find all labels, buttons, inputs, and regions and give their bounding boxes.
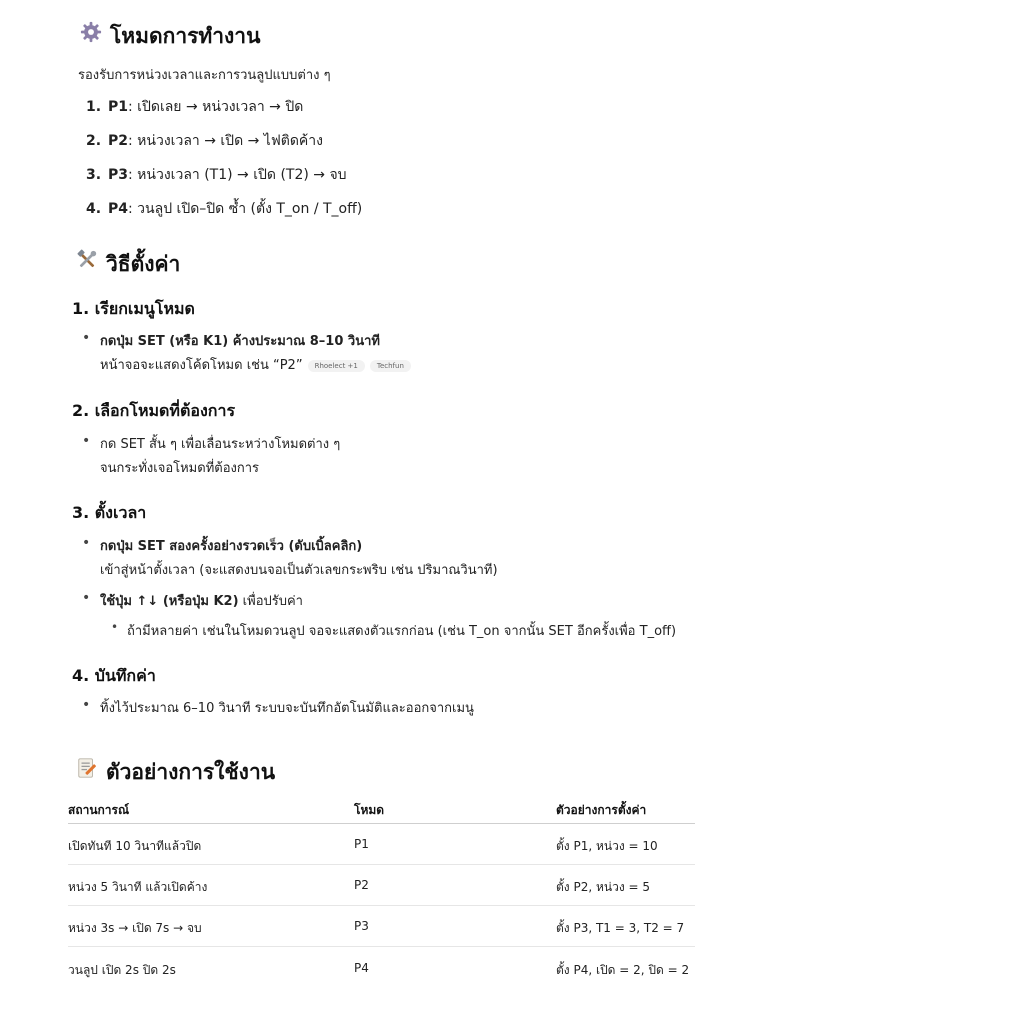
table-cell: หน่วง 5 วินาที แล้วเปิดค้าง bbox=[68, 880, 208, 894]
table-header-scenario: สถานการณ์ bbox=[68, 803, 130, 817]
step2-bullet: • กด SET สั้น ๆ เพื่อเลื่อนระหว่างโหมดต่าง ๆ bbox=[100, 433, 340, 454]
table-divider bbox=[68, 864, 695, 865]
examples-title: ตัวอย่างการใช้งาน bbox=[106, 760, 276, 784]
table-cell: ตั้ง P1, หน่วง = 10 bbox=[556, 839, 658, 853]
table-cell: P3 bbox=[354, 919, 369, 933]
memo-icon bbox=[74, 757, 100, 784]
mode-item-p2: 2. P2: หน่วงเวลา → เปิด → ไฟติดค้าง bbox=[86, 133, 323, 149]
citation-chip[interactable]: Techfun bbox=[370, 360, 411, 372]
table-header-mode: โหมด bbox=[354, 803, 385, 817]
mode-item-p4: 4. P4: วนลูป เปิด–ปิด ซ้ำ (ตั้ง T_on / T_off) bbox=[86, 201, 363, 217]
modes-intro: รองรับการหน่วงเวลาและการวนลูปแบบต่าง ๆ bbox=[78, 68, 331, 83]
step3-title: 3. ตั้งเวลา bbox=[72, 503, 147, 522]
setup-heading bbox=[74, 248, 180, 281]
table-cell: วนลูป เปิด 2s ปิด 2s bbox=[68, 963, 176, 977]
table-divider bbox=[68, 823, 695, 824]
step1-detail: หน้าจอจะแสดงโค้ดโหมด เช่น “P2” Rhoelect +1 Techfun bbox=[100, 354, 411, 375]
examples-heading bbox=[74, 756, 275, 789]
step3-bullet-1: • กดปุ่ม SET สองครั้งอย่างรวดเร็ว (ดับเบิ้ลคลิก) bbox=[100, 535, 362, 556]
step4-bullet: • ทิ้งไว้ประมาณ 6–10 วินาที ระบบจะบันทึกอัตโนมัติและออกจากเมนู bbox=[100, 697, 474, 718]
modes-title: โหมดการทำงาน bbox=[110, 24, 261, 48]
table-divider bbox=[68, 905, 695, 906]
step2-title: 2. เลือกโหมดที่ต้องการ bbox=[72, 401, 236, 420]
table-cell: เปิดทันที 10 วินาทีแล้วปิด bbox=[68, 839, 202, 853]
setup-title: วิธีตั้งค่า bbox=[106, 252, 181, 276]
mode-item-p1: 1. P1: เปิดเลย → หน่วงเวลา → ปิด bbox=[86, 99, 304, 115]
step2-detail: จนกระทั่งเจอโหมดที่ต้องการ bbox=[100, 461, 260, 476]
table-cell: P4 bbox=[354, 961, 369, 975]
table-cell: หน่วง 3s → เปิด 7s → จบ bbox=[68, 921, 202, 935]
table-header-example: ตัวอย่างการตั้งค่า bbox=[556, 803, 647, 817]
table-divider bbox=[68, 946, 695, 947]
modes-heading bbox=[78, 20, 260, 53]
table-cell: ตั้ง P3, T1 = 3, T2 = 7 bbox=[556, 921, 685, 935]
step1-title: 1. เรียกเมนูโหมด bbox=[72, 299, 195, 318]
step1-bullet: • กดปุ่ม SET (หรือ K1) ค้างประมาณ 8–10 วินาที bbox=[100, 330, 380, 351]
table-cell: P1 bbox=[354, 837, 369, 851]
step3-sub-bullet: • ถ้ามีหลายค่า เช่นในโหมดวนลูป จอจะแสดงตัวแรกก่อน (เช่น T_on จากนั้น SET อีกครั้งเพื่อ T_off) bbox=[127, 620, 676, 641]
gear-icon bbox=[78, 21, 104, 48]
table-cell: P2 bbox=[354, 878, 369, 892]
step3-bullet-2: • ใช้ปุ่ม ↑↓ (หรือปุ่ม K2) เพื่อปรับค่า bbox=[100, 590, 303, 611]
step3-detail-1: เข้าสู่หน้าตั้งเวลา (จะแสดงบนจอเป็นตัวเลขกระพริบ เช่น ปริมาณวินาที) bbox=[100, 563, 498, 578]
table-cell: ตั้ง P4, เปิด = 2, ปิด = 2 bbox=[556, 963, 690, 977]
tools-icon bbox=[74, 249, 100, 276]
citation-chip[interactable]: Rhoelect +1 bbox=[308, 360, 365, 372]
table-cell: ตั้ง P2, หน่วง = 5 bbox=[556, 880, 650, 894]
mode-item-p3: 3. P3: หน่วงเวลา (T1) → เปิด (T2) → จบ bbox=[86, 167, 347, 183]
step4-title: 4. บันทึกค่า bbox=[72, 666, 156, 685]
